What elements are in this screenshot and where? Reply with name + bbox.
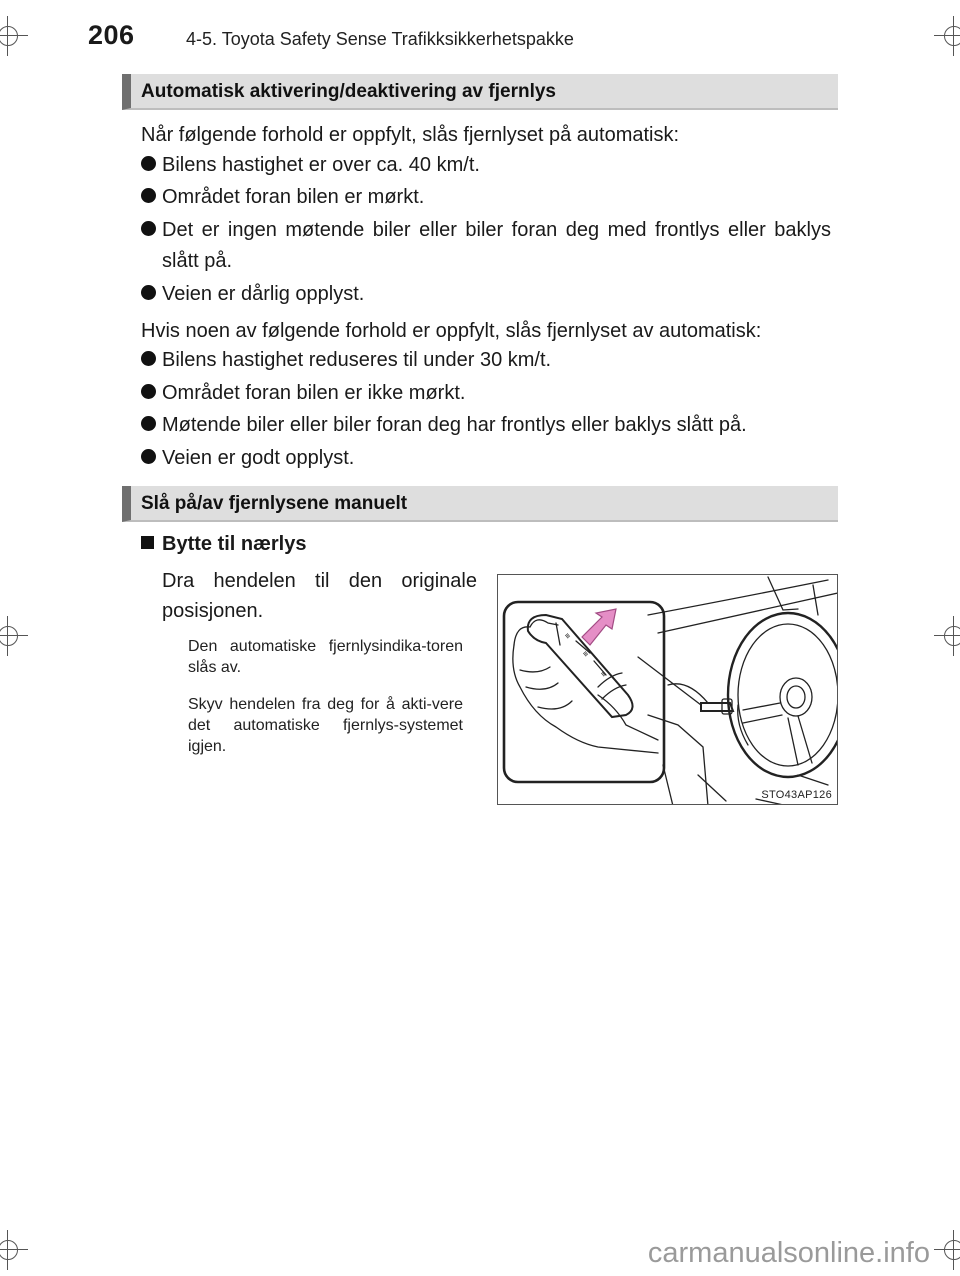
bullet-dot [141, 188, 156, 203]
section-title-auto: Automatisk aktivering/deaktivering av fjernlys [141, 81, 556, 102]
off-condition-item: Området foran bilen er ikke mørkt. [141, 378, 831, 409]
bullet-dot [141, 156, 156, 171]
crop-mark-bottom-right [934, 1230, 960, 1270]
on-condition-item: Det er ingen møtende biler eller biler foran deg med frontlys eller baklys slått på. [141, 215, 831, 277]
note-indicator-off: Den automatiske fjernlysindika-toren slås av. [188, 638, 463, 676]
on-condition-item: Området foran bilen er mørkt. [141, 182, 831, 213]
svg-text:≡: ≡ [562, 631, 573, 641]
off-condition-item: Møtende biler eller biler foran deg har frontlys eller baklys slått på. [141, 410, 831, 441]
bullet-dot [141, 221, 156, 236]
section-title-bar-manual [122, 486, 838, 522]
square-bullet-icon [141, 536, 154, 549]
page-number: 206 [88, 20, 135, 50]
instruction-text: Dra hendelen til den originale posisjonen. [162, 570, 477, 622]
bullet-dot [141, 285, 156, 300]
off-condition-item: Bilens hastighet reduseres til under 30 km/t. [141, 345, 831, 376]
dashboard-lever-drawing [498, 575, 838, 805]
svg-text:≡: ≡ [580, 649, 591, 659]
watermark: carmanualsonline.info [647, 1237, 930, 1269]
on-condition-item: Bilens hastighet er over ca. 40 km/t. [141, 150, 831, 181]
bullet-dot [141, 351, 156, 366]
lever-illustration [497, 574, 838, 805]
crop-mark-top-right [934, 16, 960, 56]
svg-text:≡: ≡ [598, 669, 609, 679]
bullet-dot [141, 449, 156, 464]
crop-mark-mid-left [0, 616, 28, 656]
section-title-manual: Slå på/av fjernlysene manuelt [141, 493, 408, 514]
crop-mark-mid-right [934, 616, 960, 656]
crop-mark-bottom-left [0, 1230, 28, 1270]
on-condition-item: Veien er dårlig opplyst. [141, 279, 831, 310]
crop-mark-top-left [0, 16, 28, 56]
running-head: 4-5. Toyota Safety Sense Trafikksikkerhetspakke [186, 29, 574, 49]
bullet-dot [141, 384, 156, 399]
note-reactivate: Skyv hendelen fra deg for å akti-vere det automatiske fjernlys-systemet igjen. [188, 696, 463, 755]
subheading: Bytte til nærlys [141, 533, 306, 556]
off-condition-item: Veien er godt opplyst. [141, 443, 831, 474]
bullet-dot [141, 416, 156, 431]
intro-off-text: Hvis noen av følgende forhold er oppfylt, slås fjernlyset av automatisk: [141, 320, 762, 342]
section-title-bar-auto [122, 74, 838, 110]
figure-code: STO43AP126 [761, 789, 832, 801]
intro-on-text: Når følgende forhold er oppfylt, slås fjernlyset på automatisk: [141, 124, 680, 146]
